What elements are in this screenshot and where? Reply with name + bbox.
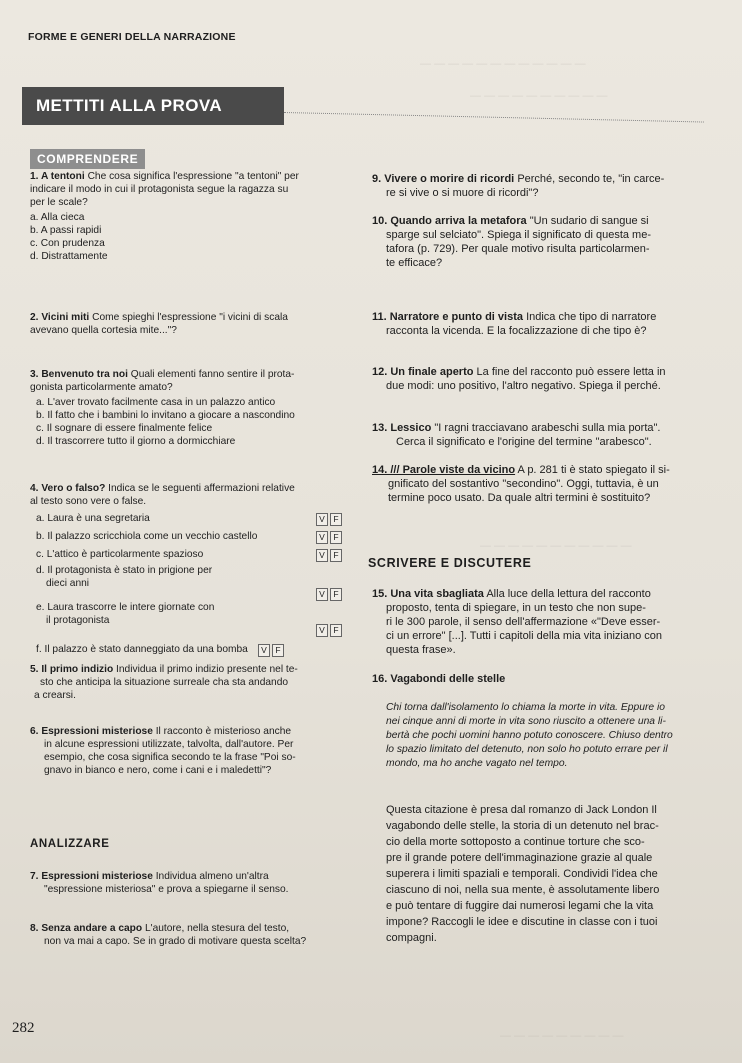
question-14: 14. /// Parole viste da vicino A p. 281 ti è stato spiegato il si- gnificato del sostantivo "secondino". Oggi, tuttavia, è un termine poco usato. Da quale altri termini è sostituito? (372, 464, 670, 504)
quotation: Chi torna dall'isolamento lo chiama la morte in vita. Eppure io nei cinque anni di morte in vita sono riuscito a ottenere una li- bertà che pochi uomini hanno potuto conoscere. Chiuso dentro lo spazio limitato del detenuto, non solo ho potuto errare per il mondo, ma ho anche vagato nel tempo. (386, 702, 673, 769)
question-9: 9. Vivere o morire di ricordi Perché, secondo te, "in carce- re si vive o si muore di ricordi"? (372, 173, 665, 199)
true-false-boxes[interactable]: V F (316, 513, 344, 526)
show-through-text: — — — — — — — — — — (470, 90, 608, 102)
true-false-boxes[interactable]: V F (316, 624, 344, 637)
statement-c: c. L'attico è particolarmente spazioso (36, 549, 204, 560)
question-3-options: a. L'aver trovato facilmente casa in un palazzo antico b. Il fatto che i bambini lo invitano a giocare a nascondino c. Il sognare di essere finalmente felice d. Il trascorrere tutto il giorno a dormicchiare (36, 397, 295, 447)
question-3: 3. Benvenuto tra noi Quali elementi fanno sentire il prota- gonista particolarmente amato? (30, 369, 295, 393)
section-label-analizzare: ANALIZZARE (30, 838, 110, 850)
section-label-comprendere: COMPRENDERE (30, 149, 145, 169)
question-7: 7. Espressioni misteriose Individua almeno un'altra "espressione misteriosa" e prova a spiegarne il senso. (30, 871, 289, 895)
question-1: 1. A tentoni Che cosa significa l'espressione "a tentoni" per indicare il modo in cui il protagonista segue la ragazza su per le scale? (30, 171, 299, 208)
statement-d: d. Il protagonista è stato in prigione per dieci anni (36, 565, 213, 589)
question-13: 13. Lessico "I ragni tracciavano arabeschi sulla mia porta". Cerca il significato e l'origine del termine "arabesco". (372, 422, 661, 448)
statement-b: b. Il palazzo scricchiola come un vecchio castello (36, 531, 258, 542)
page-number: 282 (12, 1020, 35, 1036)
true-false-boxes[interactable]: V F (316, 588, 344, 601)
question-6: 6. Espressioni misteriose Il racconto è misterioso anche in alcune espressioni utilizzate, talvolta, dall'autore. Per esempio, che cosa significa secondo te la frase "Poi so- gnavo in bianco e nero, come i cani e i maledetti"? (30, 726, 296, 776)
question-10: 10. Quando arriva la metafora "Un sudario di sangue si sparge sul selciato". Spiega il significato di questa me- tafora (p. 729). Per quale motivo risulta particolarmen- te efficace? (372, 215, 651, 269)
statement-e: e. Laura trascorre le intere giornate con il protagonista (36, 602, 215, 626)
question-2: 2. Vicini miti Come spieghi l'espressione "i vicini di scala avevano quella cortesia mite..."? (30, 312, 288, 336)
statement-a: a. Laura è una segretaria (36, 513, 150, 524)
question-15: 15. Una vita sbagliata Alla luce della lettura del racconto proposto, tenta di spiegare, in un testo che non supe- ri le 300 parole, il senso dell'affermazione «"Deve esser- ci un errore" [...]. Tutti i capitoli della mia vita iniziano con questa frase». (372, 588, 662, 656)
banner-title: METTITI ALLA PROVA (22, 87, 284, 125)
question-1-options: a. Alla cieca b. A passi rapidi c. Con prudenza d. Distrattamente (30, 212, 108, 262)
show-through-text: — — — — — — — — — — — (480, 540, 632, 552)
statement-f: f. Il palazzo è stato danneggiato da una bomba (36, 644, 248, 655)
question-16-body: Questa citazione è presa dal romanzo di Jack London Il vagabondo delle stelle, la storia di un detenuto nel brac- cio della morte sottoposto a continue torture che sco- pre il grande potere dell'immaginazione grazie al quale superera i limiti spaziali e temporali. Condividi l'idea che ciascuno di noi, nella sua mente, è assolutamente libero e può tentare di fuggire dai numerosi legami che la vita impone? Raccogli le idee e discutine in classe con i tuoi compagni. (386, 804, 660, 944)
banner-divider (284, 112, 704, 123)
question-12: 12. Un finale aperto La fine del racconto può essere letta in due modi: uno positivo, l'altro negativo. Spiega il perché. (372, 366, 666, 392)
show-through-text: — — — — — — — — — (500, 1030, 624, 1042)
question-8: 8. Senza andare a capo L'autore, nella stesura del testo, non va mai a capo. Se in grado di motivare questa scelta? (30, 923, 307, 947)
section-label-scrivere: SCRIVERE E DISCUTERE (368, 556, 532, 570)
question-5: 5. Il primo indizio Individua il primo indizio presente nel te- sto che anticipa la situazione surreale cha sta andando a crearsi. (30, 664, 298, 701)
true-false-boxes[interactable]: V F (316, 531, 344, 544)
true-false-boxes[interactable]: V F (258, 644, 286, 657)
true-false-boxes[interactable]: V F (316, 549, 344, 562)
question-16: 16. Vagabondi delle stelle (372, 673, 506, 685)
question-11: 11. Narratore e punto di vista Indica che tipo di narratore racconta la vicenda. E la focalizzazione di che tipo è? (372, 311, 657, 337)
question-4: 4. Vero o falso? Indica se le seguenti affermazioni relative al testo sono vere o false. (30, 483, 295, 507)
show-through-text: — — — — — — — — — — — — (420, 58, 586, 70)
section-header: FORME E GENERI DELLA NARRAZIONE (28, 31, 236, 43)
